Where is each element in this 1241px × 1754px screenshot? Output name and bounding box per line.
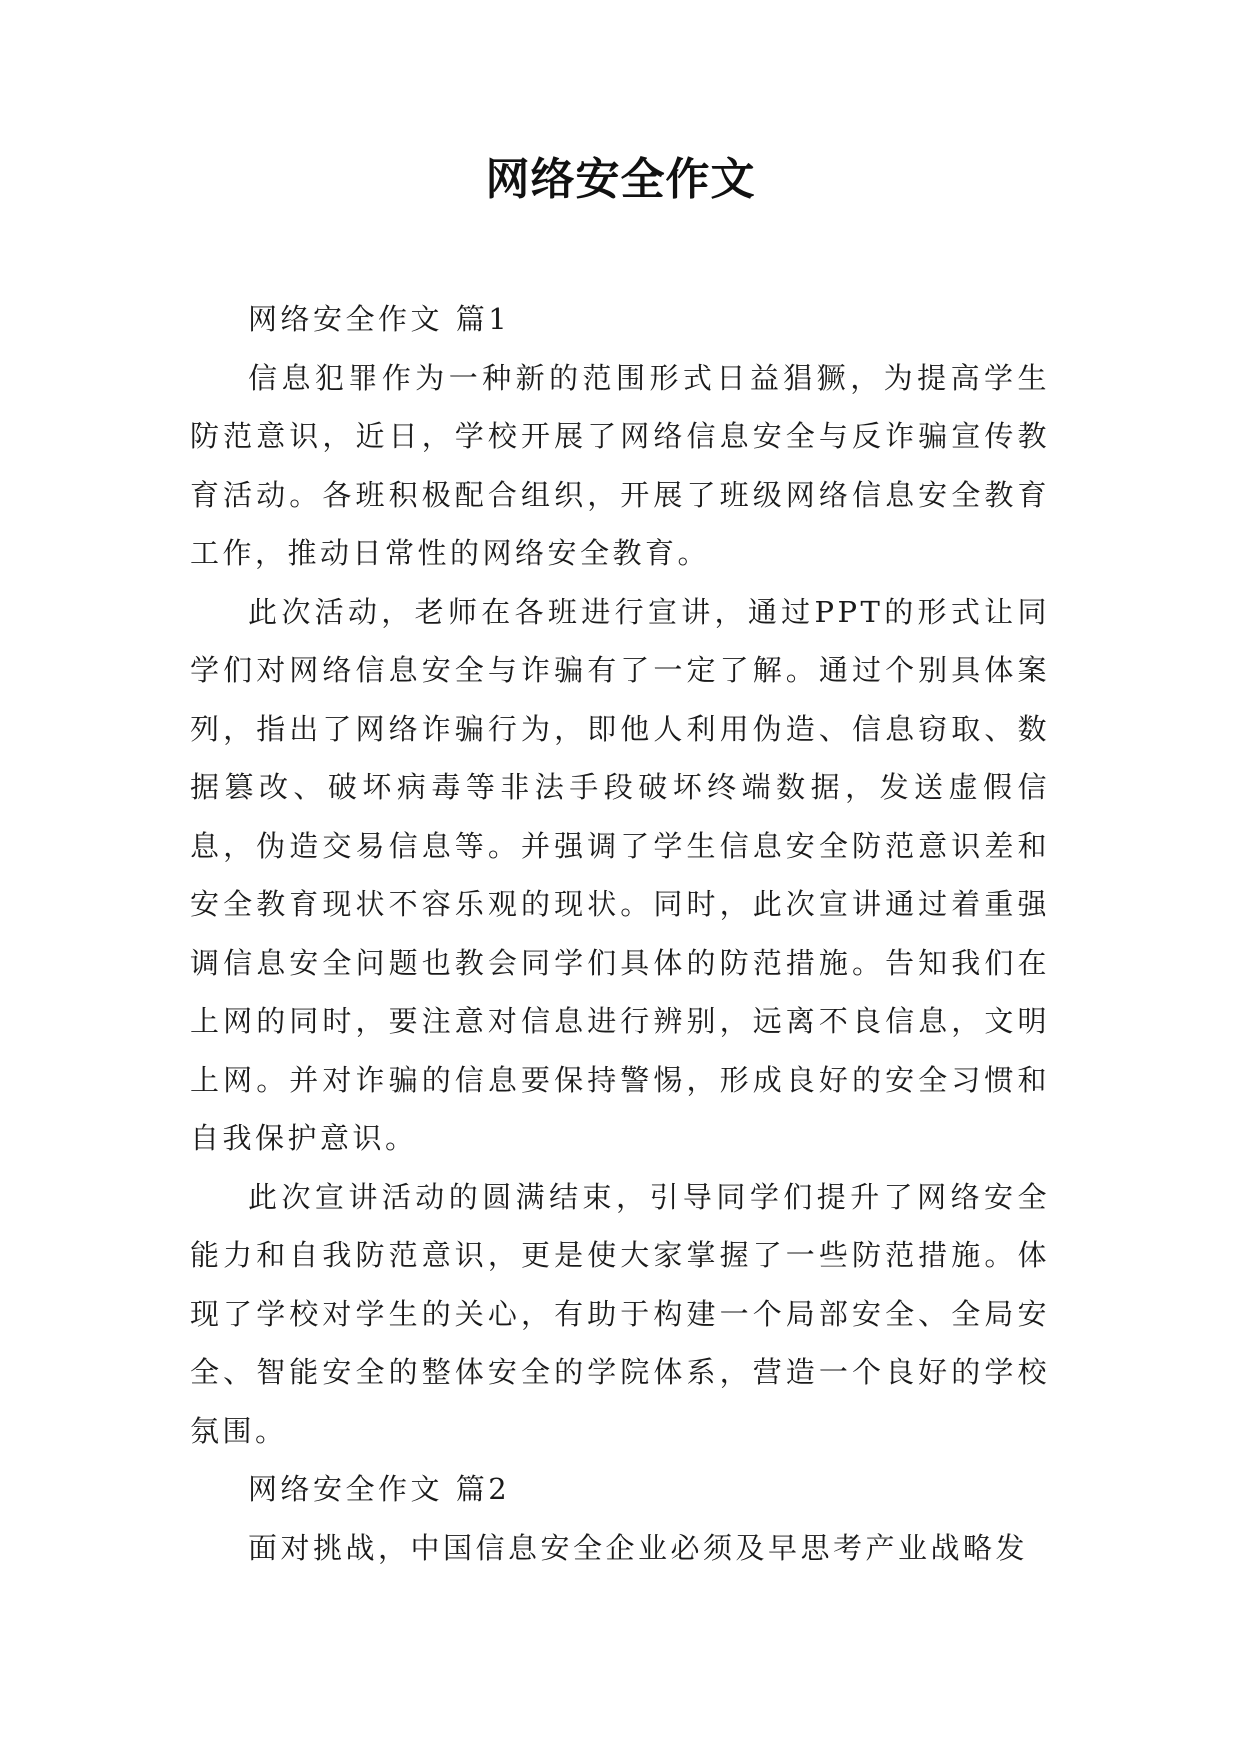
section-heading-2: 网络安全作文 篇2 <box>248 1472 511 1506</box>
paragraph-challenge: 面对挑战，中国信息安全企业必须及早思考产业战略发 <box>248 1530 1029 1565</box>
document-body <box>190 290 1050 1577</box>
section-heading-1: 网络安全作文 篇1 <box>248 302 511 336</box>
paragraph-intro: 信息犯罪作为一种新的范围形式日益猖獗，为提高学生防范意识，近日，学校开展了网络信息安全与反诈骗宣传教育活动。各班积极配合组织，开展了班级网络信息安全教育工作，推动日常性的网络安全教育。 <box>190 360 1050 570</box>
paragraph-activity: 此次活动，老师在各班进行宣讲，通过PPT的形式让同学们对网络信息安全与诈骗有了一定了解。通过个别具体案列，指出了网络诈骗行为，即他人利用伪造、信息窃取、数据篡改、破坏病毒等非法手段破坏终端数据，发送虚假信息，伪造交易信息等。并强调了学生信息安全防范意识差和安全教育现状不容乐观的现状。同时，此次宣讲通过着重强调信息安全问题也教会同学们具体的防范措施。告知我们在上网的同时，要注意对信息进行辨别，远离不良信息，文明上网。并对诈骗的信息要保持警惕，形成良好的安全习惯和自我保护意识。 <box>190 594 1050 1155</box>
paragraph-conclusion: 此次宣讲活动的圆满结束，引导同学们提升了网络安全能力和自我防范意识，更是使大家掌握了一些防范措施。体现了学校对学生的关心，有助于构建一个局部安全、全局安全、智能安全的整体安全的学院体系，营造一个良好的学校氛围。 <box>190 1179 1050 1448</box>
document-title: 网络安全作文 <box>485 154 756 205</box>
